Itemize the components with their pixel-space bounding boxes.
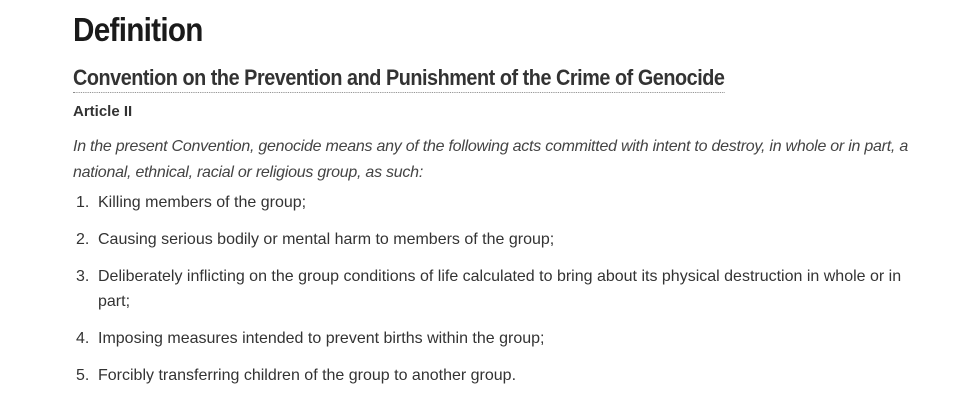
list-item <box>73 227 903 252</box>
list-item-text: Deliberately inflicting on the group conditions of life calculated to bring about its physical destruction in whole or in part; <box>98 268 902 310</box>
article-intro: In the present Convention, genocide means any of the following acts committed with intent to destroy, in whole or in part, a national, ethnical, racial or religious group, as such: <box>73 138 908 181</box>
list-item <box>73 190 903 215</box>
acts-list <box>73 190 903 388</box>
list-item-number: 2. <box>76 231 90 248</box>
list-item-text: Forcibly transferring children of the group to another group. <box>98 367 517 384</box>
list-item-number: 4. <box>76 330 90 347</box>
section-title-wrap <box>73 65 919 95</box>
list-item-text: Imposing measures intended to prevent births within the group; <box>98 330 545 347</box>
list-item <box>73 264 903 314</box>
list-item-number: 1. <box>76 194 90 211</box>
list-item <box>73 326 903 351</box>
list-item-number: 5. <box>76 367 90 384</box>
list-item-text: Causing serious bodily or mental harm to members of the group; <box>98 231 555 248</box>
list-item-text: Killing members of the group; <box>98 194 307 211</box>
convention-title-link[interactable]: Convention on the Prevention and Punishment of the Crime of Genocide <box>73 65 724 93</box>
page-title: Definition <box>73 11 203 48</box>
article-label: Article II <box>73 103 133 120</box>
list-item <box>73 363 903 388</box>
list-item-number: 3. <box>76 268 90 285</box>
